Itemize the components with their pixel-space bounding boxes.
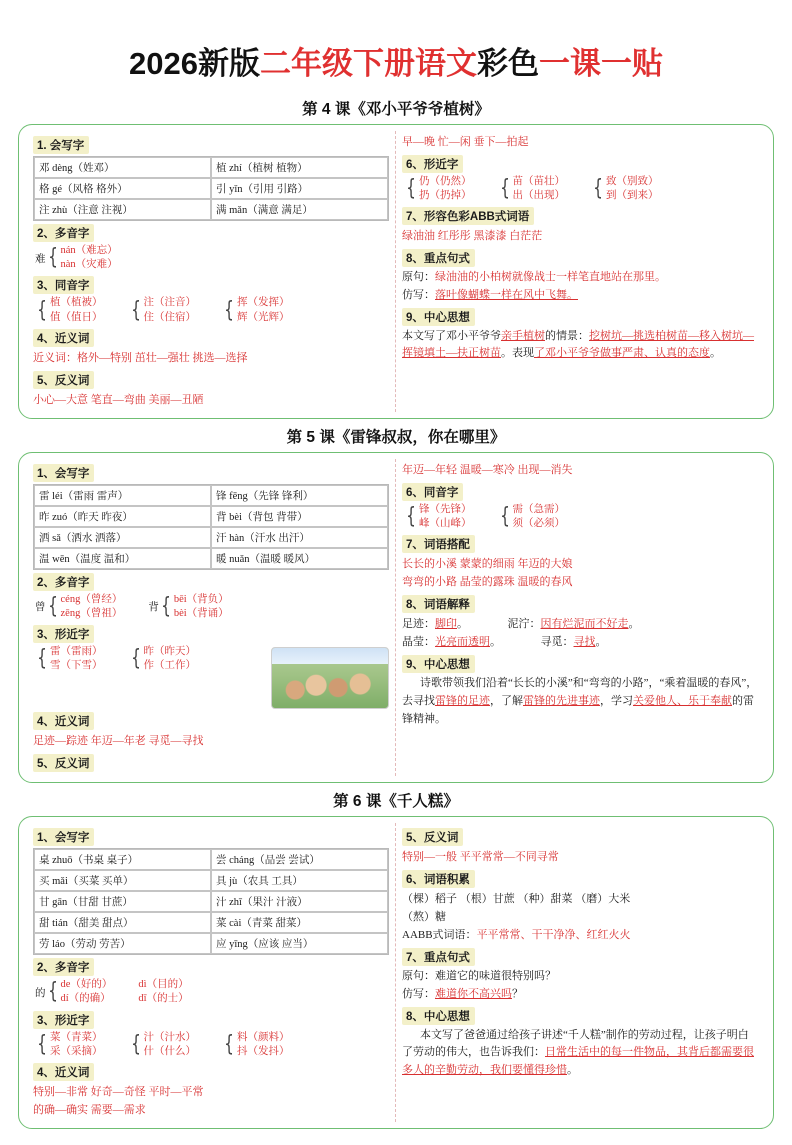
section-heading: 2、多音字 <box>33 573 94 591</box>
section-heading: 6、同音字 <box>402 483 463 501</box>
central-idea-underline: 雷锋的足迹 <box>435 694 490 707</box>
central-idea-underline: 挑选柏树苗—移入树坑—挥镜填土—扶正树苗 <box>402 329 754 360</box>
title-part-new: 新版 <box>197 46 260 81</box>
section-heading: 6、形近字 <box>402 155 463 173</box>
similar-characters-group <box>402 175 759 204</box>
grid-cell: 甜 tián（甜美 甜点） <box>34 912 211 933</box>
brace-icon: { <box>130 1031 141 1057</box>
central-idea-part: 本文写了邓小平爷爷 <box>402 329 501 342</box>
section-heading: 9、中心思想 <box>402 655 475 673</box>
definition-row <box>402 616 759 633</box>
brace-item: 需（急需） <box>512 503 565 515</box>
section-heading: 8、词语解释 <box>402 595 475 613</box>
section-heading: 3、同音字 <box>33 276 94 294</box>
antonyms-row: 年迈—年轻 温暖—寒冷 出现—消失 <box>402 463 573 476</box>
section-heading: 4、近义词 <box>33 712 94 730</box>
section-heading: 4、近义词 <box>33 1063 94 1081</box>
grid-cell: 锋 fēng（先锋 锋利） <box>211 485 388 506</box>
brace-item: 汁（汁水） <box>143 1031 196 1043</box>
brace-item: 仍（仍然） <box>419 176 472 188</box>
brace-item: 植（植被） <box>50 297 103 309</box>
example-sentence-original: 原句：难道它的味道很特别吗？ <box>402 970 556 983</box>
lesson-4-left-column <box>27 131 396 412</box>
grid-cell: 注 zhù（注意 注视） <box>34 199 211 220</box>
label-original: 原句： <box>402 271 435 284</box>
brace-group <box>35 296 103 324</box>
brace-item: bèi（背诵） <box>173 607 229 619</box>
central-idea-part: 动过程，让孩子明白了劳动的伟大，也告诉我们： <box>402 1028 749 1059</box>
lesson-block-5 <box>18 425 774 783</box>
original-sentence: 绿油油的小柏树就像战士一样笔直地站在那里。 <box>435 271 666 284</box>
brace-item: 致（别致） <box>606 176 659 188</box>
brace-icon: { <box>224 297 234 323</box>
brace-item: 作（工作） <box>143 660 196 672</box>
definition-term: 足迹： <box>402 618 435 631</box>
section-heading: 7、重点句式 <box>402 948 475 966</box>
aabb-words-row <box>402 927 759 944</box>
brace-item: 菜（青菜） <box>50 1031 103 1043</box>
section-heading: 6、词语积累 <box>402 870 475 888</box>
brace-lead: 的 <box>35 987 46 999</box>
antonyms-row: 小心—大意 笔直—弯曲 美丽—丑陋 <box>33 393 204 406</box>
definition-value: 因有烂泥而不好走 <box>540 618 629 631</box>
brace-icon: { <box>593 176 603 202</box>
brace-item: 值（值日） <box>50 311 103 323</box>
central-idea-underline: 生活中的每一件物品，其背后都需要很多人的辛勤劳 <box>402 1046 754 1076</box>
title-part-sticker: 一课一贴 <box>538 46 663 81</box>
definition-term: 寻觅： <box>540 636 574 649</box>
imitation-sentence: 难道你不高兴吗 <box>435 987 512 1000</box>
collocation-row: 弯弯的小路 晶莹的露珠 温暖的春风 <box>402 576 573 589</box>
title-part-year: 2026 <box>129 46 198 81</box>
lesson-4-card <box>18 124 774 419</box>
lesson-5-left-column <box>27 459 396 776</box>
section-heading: 1、会写字 <box>33 464 94 482</box>
section-heading: 9、中心思想 <box>402 308 475 326</box>
similar-characters-group <box>33 1031 389 1060</box>
brace-group <box>35 593 122 621</box>
lesson-4-heading: 第 4 课《邓小平爷爷植树》 <box>302 101 490 118</box>
central-idea-underline: 先进事迹 <box>556 694 600 707</box>
brace-group <box>35 978 112 1006</box>
grid-cell: 满 mǎn（满意 满足） <box>211 199 388 220</box>
example-sentence-imitation <box>402 986 759 1004</box>
polyphone-group <box>33 593 389 622</box>
section-heading: 1. 会写字 <box>33 136 89 154</box>
grid-cell: 汁 zhī（果汁 汁液） <box>211 891 388 912</box>
brace-item: bēi（背负） <box>173 593 229 605</box>
write-characters-grid <box>33 848 389 955</box>
definition-row <box>402 634 759 651</box>
brace-group <box>138 978 188 1006</box>
grid-cell: 甘 gān（甘甜 甘蔗） <box>34 891 211 912</box>
brace-item: 雷（雷雨） <box>50 646 103 658</box>
brace-item: 到（到来） <box>606 190 659 202</box>
imitation-tail: ？ <box>512 987 523 1000</box>
central-idea-text <box>402 328 759 363</box>
brace-icon: { <box>406 176 416 202</box>
brace-item: céng（曾经） <box>60 593 123 605</box>
brace-group <box>129 1031 197 1059</box>
imitation-sentence: 落叶像蝴蝶一样在风中飞舞。 <box>435 289 578 302</box>
definition-value: 光亮而透明 <box>435 636 490 649</box>
brace-item: 抖（发抖） <box>237 1045 290 1057</box>
lesson-6-card <box>18 816 774 1129</box>
definition-term: 晶莹： <box>402 636 435 649</box>
brace-lead: 难 <box>35 253 46 265</box>
section-heading: 7、形容色彩ABB式词语 <box>402 207 534 225</box>
brace-icon: { <box>406 504 416 529</box>
lesson-6-heading: 第 6 课《千人糕》 <box>333 793 459 811</box>
brace-group <box>129 296 197 324</box>
brace-icon: { <box>37 646 47 672</box>
central-idea-underline: 关爱他人、乐于奉献 <box>633 694 732 707</box>
section-heading: 3、形近字 <box>33 625 94 643</box>
brace-group <box>35 1031 103 1059</box>
title-part-color: 彩色 <box>476 46 539 81</box>
section-heading: 5、反义词 <box>33 754 94 772</box>
brace-group <box>129 645 197 673</box>
central-idea-part: “乘着温暖的春风”，去寻找 <box>402 677 758 707</box>
lesson-5-card <box>18 452 774 783</box>
homophone-group <box>33 296 389 325</box>
grid-cell: 昨 zuó（昨天 昨夜） <box>34 506 211 527</box>
brace-item: 采（采摘） <box>50 1045 103 1057</box>
brace-group <box>498 503 566 531</box>
central-idea-part: ，学习 <box>600 694 633 707</box>
grid-cell: 邓 dèng（姓邓） <box>34 157 211 178</box>
definition-value: 寻找 <box>573 636 596 649</box>
brace-group <box>35 244 118 272</box>
collocation-row: 长长的小溪 蒙蒙的细雨 年迈的大娘 <box>402 558 573 571</box>
lesson-4-right-column <box>396 131 765 412</box>
grid-cell: 植 zhí（植树 植物） <box>211 157 388 178</box>
brace-item: 住（住宿） <box>143 311 196 323</box>
polyphone-group <box>33 244 389 273</box>
brace-icon: { <box>499 504 510 529</box>
definition-value: 脚印 <box>435 618 457 631</box>
grid-cell: 洒 sǎ（洒水 洒落） <box>34 527 211 548</box>
definition-tail: 。 <box>595 636 607 649</box>
brace-item: 锋（先锋） <box>419 503 472 515</box>
lesson-block-6 <box>18 789 774 1129</box>
lesson-5-heading: 第 5 课《雷锋叔叔，你在哪里》 <box>286 428 506 446</box>
synonyms-row: 足迹—踪迹 年迈—年老 寻觅—寻找 <box>33 735 204 748</box>
brace-icon: { <box>37 297 47 323</box>
write-characters-grid <box>33 484 389 570</box>
grid-cell: 应 yīng（应该 应当） <box>211 933 388 954</box>
section-heading: 3、形近字 <box>33 1011 94 1029</box>
antonyms-row: 特别—一般 平平常常—不同寻常 <box>402 851 559 864</box>
brace-item: 挥（发挥） <box>237 297 290 309</box>
grid-cell: 劳 láo（劳动 劳苦） <box>34 933 211 954</box>
section-heading: 8、中心思想 <box>402 1007 475 1025</box>
brace-item: dī（的士） <box>138 993 189 1005</box>
section-heading: 7、词语搭配 <box>402 535 475 553</box>
synonyms-row: 特别—非常 好奇—奇怪 平时—平常 <box>33 1085 204 1098</box>
section-heading: 8、重点句式 <box>402 249 475 267</box>
definition-tail: 。 <box>457 618 468 631</box>
definition-term: 泥泞： <box>507 618 541 631</box>
grid-cell: 桌 zhuō（书桌 桌子） <box>34 849 211 870</box>
brace-group <box>404 175 472 203</box>
word-accumulation-row: （棵）稻子 （根）甘蔗 （种）甜菜 （磨）大米 <box>402 893 631 906</box>
brace-item: 昨（昨天） <box>143 646 196 658</box>
central-idea-text <box>402 1027 759 1080</box>
brace-item: 雪（下雪） <box>50 660 103 672</box>
synonyms-row: 的确—确实 需要—需求 <box>33 1103 146 1116</box>
brace-item: 苗（苗壮） <box>512 176 565 188</box>
lesson-6-right-column <box>396 823 765 1122</box>
central-idea-part: 本文写了爸爸通过给孩子讲述“千人糕”制作的劳 <box>420 1028 650 1041</box>
central-idea-underline: 雷锋的 <box>523 694 556 707</box>
central-idea-underline: 挖树坑— <box>589 329 633 342</box>
brace-item: zēng（曾祖） <box>60 607 123 619</box>
grid-cell: 引 yǐn（引用 引路） <box>211 178 388 199</box>
label-imitation: 仿写： <box>402 289 435 302</box>
brace-icon: { <box>47 245 58 271</box>
grid-cell: 格 gé（风格 格外） <box>34 178 211 199</box>
brace-item: 什（什么） <box>143 1045 196 1057</box>
brace-icon: { <box>47 593 58 619</box>
definition-tail: 。 <box>490 636 501 649</box>
brace-icon: { <box>130 297 141 323</box>
brace-lead: 背 <box>148 602 159 614</box>
brace-group <box>222 1031 290 1059</box>
definition-tail: 。 <box>628 618 640 631</box>
central-idea-part: 。 <box>710 347 721 360</box>
brace-icon: { <box>37 1031 47 1057</box>
section-heading: 4、近义词 <box>33 329 94 347</box>
synonyms-row: 近义词：格外—特别 茁壮—强壮 挑选—选择 <box>33 351 248 364</box>
grid-cell: 汗 hàn（汗水 出汗） <box>211 527 388 548</box>
brace-item: 须（必须） <box>512 518 565 529</box>
section-heading: 2、多音字 <box>33 958 94 976</box>
brace-item: 注（注音） <box>143 297 196 309</box>
label-imitation: 仿写： <box>402 987 435 1000</box>
brace-group <box>148 593 228 621</box>
example-sentence-imitation <box>402 287 759 305</box>
write-characters-grid <box>33 156 389 221</box>
brace-lead: 曾 <box>35 602 46 614</box>
brace-group <box>222 296 290 324</box>
similar-characters-with-image <box>33 645 389 709</box>
brace-item: 峰（山峰） <box>419 518 472 529</box>
homophone-group <box>402 503 759 532</box>
antonyms-row-continued: 早—晚 忙—闲 垂下—拍起 <box>402 136 529 148</box>
central-idea-text <box>402 675 759 728</box>
brace-group <box>404 503 472 531</box>
lesson-5-right-column <box>396 459 765 776</box>
grid-cell: 具 jù（农具 工具） <box>211 870 388 891</box>
lesson-block-4 <box>18 97 774 419</box>
section-heading: 1、会写字 <box>33 828 94 846</box>
grid-cell: 背 bèi（背包 背带） <box>211 506 388 527</box>
grid-cell: 雷 léi（雷雨 雷声） <box>34 485 211 506</box>
brace-item: 扔（扔掉） <box>419 190 472 202</box>
brace-item: nàn（灾难） <box>60 259 118 271</box>
grid-cell: 温 wēn（温度 温和） <box>34 548 211 569</box>
brace-group <box>498 175 566 203</box>
brace-item: dì（目的） <box>138 979 189 991</box>
photo-illustration-icon <box>271 647 389 709</box>
section-heading: 5、反义词 <box>402 828 463 846</box>
brace-icon: { <box>47 979 58 1005</box>
example-sentence-original <box>402 269 759 287</box>
central-idea-part: 的情景： <box>545 329 589 342</box>
brace-item: 出（出现） <box>512 190 565 202</box>
lesson-6-left-column <box>27 823 396 1122</box>
brace-icon: { <box>130 646 141 672</box>
central-idea-underline: 了邓小平爷爷做事严肃、认真的态度 <box>534 347 710 360</box>
polyphone-group <box>33 978 389 1007</box>
brace-icon: { <box>224 1031 234 1057</box>
brace-icon: { <box>160 593 171 619</box>
word-accumulation-row: （熬）糖 <box>402 911 446 924</box>
central-idea-part: ，了解 <box>490 694 523 707</box>
central-idea-underline: 动，我们要懂得珍惜 <box>468 1063 567 1076</box>
brace-item: nán（难忘） <box>60 245 118 256</box>
central-idea-part: 诗歌带领我们沿着“长长的小溪”和“弯弯的小路”， <box>420 677 660 690</box>
central-idea-part: 。表现 <box>501 347 534 360</box>
section-heading: 5、反义词 <box>33 371 94 389</box>
brace-item: dí（的确） <box>60 993 111 1005</box>
aabb-values: 平平常常、干干净净、红红火火 <box>476 929 631 942</box>
brace-item: 辉（光辉） <box>237 311 290 323</box>
grid-cell: 买 mǎi（买菜 买单） <box>34 870 211 891</box>
section-heading: 2、多音字 <box>33 224 94 242</box>
central-idea-part: 的雷锋精神。 <box>402 694 754 725</box>
central-idea-underline: 日常 <box>545 1046 567 1059</box>
grid-cell: 菜 cài（青菜 甜菜） <box>211 912 388 933</box>
aabb-label: AABB式词语： <box>402 929 477 942</box>
grid-cell: 尝 cháng（品尝 尝试） <box>211 849 388 870</box>
brace-item: 料（颜料） <box>237 1031 290 1043</box>
similar-characters-group <box>33 645 265 674</box>
brace-item: de（好的） <box>60 979 113 991</box>
grid-cell: 暖 nuǎn（温暖 暖风） <box>211 548 388 569</box>
brace-group <box>591 175 659 203</box>
title-part-grade: 二年级下册语文 <box>259 46 477 81</box>
brace-group <box>35 645 103 673</box>
abb-words-row: 绿油油 红彤彤 黑漆漆 白茫茫 <box>402 230 543 243</box>
page-title <box>18 38 774 83</box>
central-idea-part: 。 <box>567 1063 578 1076</box>
central-idea-underline: 亲手植树 <box>501 329 545 342</box>
brace-icon: { <box>499 176 510 202</box>
